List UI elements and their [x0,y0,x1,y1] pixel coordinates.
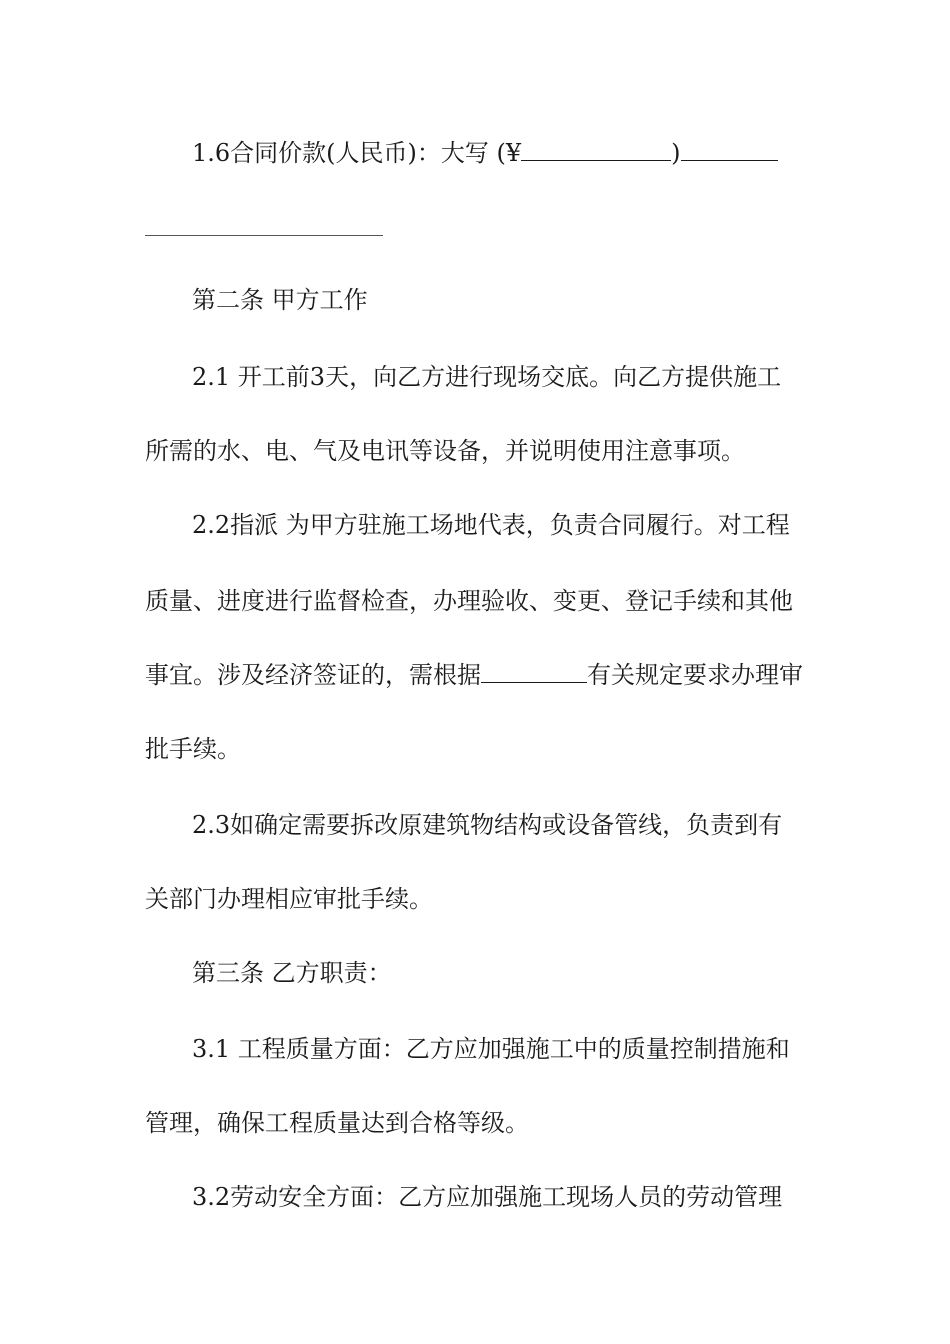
clause-2-2-line-3-prefix: 事宜。涉及经济签证的，需根据 [145,661,481,689]
price-continuation-blank [145,235,383,236]
heading-article-3: 第三条 乙方职责： [192,959,392,987]
clause-2-2-line-2: 质量、进度进行监督检查，办理验收、变更、登记手续和其他 [145,587,793,615]
clause-1-6-close: ) [671,139,681,167]
price-words-blank [681,140,778,161]
price-figure-blank [521,140,671,161]
clause-3-1-line-2: 管理，确保工程质量达到合格等级。 [145,1109,529,1137]
clause-3-1-line-1: 3.1 工程质量方面：乙方应加强施工中的质量控制措施和 [192,1035,790,1063]
regulation-blank [481,662,587,683]
clause-2-2-line-4: 批手续。 [145,735,241,763]
heading-article-2: 第二条 甲方工作 [192,286,368,314]
clause-3-2-line-1: 3.2劳动安全方面：乙方应加强施工现场人员的劳动管理 [192,1183,783,1211]
clause-2-1-line-2: 所需的水、电、气及电讯等设备，并说明使用注意事项。 [145,437,745,465]
clause-2-2-line-1: 2.2指派 为甲方驻施工场地代表，负责合同履行。对工程 [192,511,790,539]
clause-2-3-line-1: 2.3如确定需要拆改原建筑物结构或设备管线，负责到有 [192,811,783,839]
clause-2-1-line-1: 2.1 开工前3天，向乙方进行现场交底。向乙方提供施工 [192,363,782,391]
clause-1-6-line [192,138,778,168]
clause-1-6-text: 1.6合同价款(人民币)：大写 (¥ [192,139,522,167]
clause-2-3-line-2: 关部门办理相应审批手续。 [145,885,433,913]
clause-2-2-line-3-suffix: 有关规定要求办理审 [587,661,803,689]
clause-2-2-line-3 [145,660,803,690]
